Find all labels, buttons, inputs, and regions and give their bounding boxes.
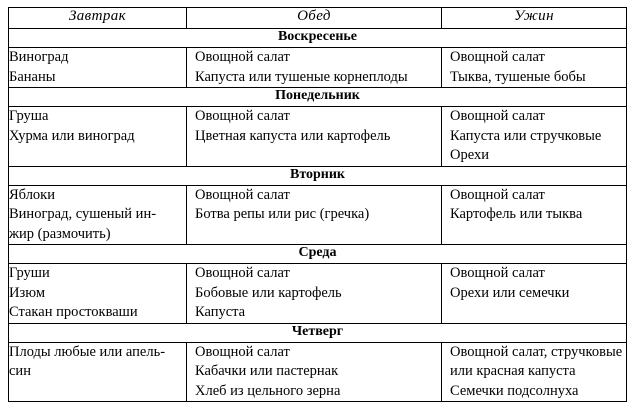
table-row [9,264,627,324]
day-name-wednesday: Среда [9,245,627,264]
meal-line: Изюм [9,284,46,301]
column-header-breakfast: Завтрак [9,8,187,29]
meal-line: Капуста [195,304,246,320]
day-name-monday: Понедельник [9,88,627,107]
day-name-tuesday: Вторник [9,166,627,185]
meal-line: Бананы [9,68,56,85]
meal-line: Орехи или семечки [450,284,570,301]
weekly-menu-table [8,7,627,402]
meal-line: Орехи [450,147,489,163]
meal-cell-lunch [187,264,442,324]
meal-line: Овощной салат [450,265,545,281]
day-header-row [9,245,627,264]
meal-cell-dinner [442,342,627,402]
column-header-lunch: Обед [187,8,442,29]
day-header-row [9,323,627,342]
meal-line: Овощной салат, стручковые [450,343,623,360]
meal-line: Тыква, тушеные бобы [450,68,586,85]
meal-line: Капуста или стручковые [450,127,602,144]
meal-cell-breakfast [9,107,187,167]
meal-cell-dinner [442,185,627,245]
day-name-thursday: Четверг [9,323,627,342]
table-row [9,107,627,167]
day-header-row [9,88,627,107]
meal-line: Картофель или тыква [450,206,583,222]
meal-line: Ботва репы или рис (гречка) [195,206,370,222]
meal-cell-dinner [442,264,627,324]
meal-line: Стакан простокваши [9,304,138,320]
meal-line: Овощной салат [195,49,290,65]
meal-line: или красная капуста [450,363,576,379]
meal-line: Груши [9,265,50,281]
column-header-row [9,8,627,29]
meal-line: Семечки подсолнуха [450,382,579,399]
meal-cell-lunch [187,342,442,402]
column-header-dinner: Ужин [442,8,627,29]
table-row [9,342,627,402]
meal-cell-breakfast [9,264,187,324]
meal-line: Овощной салат [450,108,545,124]
meal-line: Овощной салат [450,49,545,65]
meal-line: Хурма или виноград [9,127,135,144]
meal-cell-lunch [187,107,442,167]
meal-line: Груша [9,108,49,124]
meal-cell-breakfast [9,48,187,88]
meal-line: Овощной салат [195,108,290,124]
meal-cell-lunch [187,48,442,88]
day-header-row [9,166,627,185]
meal-cell-dinner [442,107,627,167]
meal-line: Цветная капуста или картофель [195,127,391,144]
meal-line: Овощной салат [195,265,290,281]
meal-line: Виноград, сушеный ин- [9,206,157,222]
meal-cell-breakfast [9,185,187,245]
table-body [9,8,627,402]
table-row [9,48,627,88]
meal-line: Овощной салат [195,343,290,360]
meal-line: жир (размочить) [9,225,111,242]
day-name-sunday: Воскресенье [9,29,627,48]
meal-line: Плоды любые или апель- [9,343,166,360]
meal-line: Хлеб из цельного зерна [195,382,341,399]
day-header-row [9,29,627,48]
meal-line: Кабачки или пастернак [195,363,339,379]
meal-line: Овощной салат [195,186,290,203]
meal-line: Бобовые или картофель [195,284,342,301]
meal-cell-lunch [187,185,442,245]
meal-line: Виноград [9,49,69,65]
meal-cell-breakfast [9,342,187,402]
meal-line: Овощной салат [450,186,545,203]
table-row [9,185,627,245]
meal-line: Капуста или тушеные корнеплоды [195,68,408,85]
meal-line: син [9,363,31,379]
meal-cell-dinner [442,48,627,88]
meal-line: Яблоки [9,186,55,203]
